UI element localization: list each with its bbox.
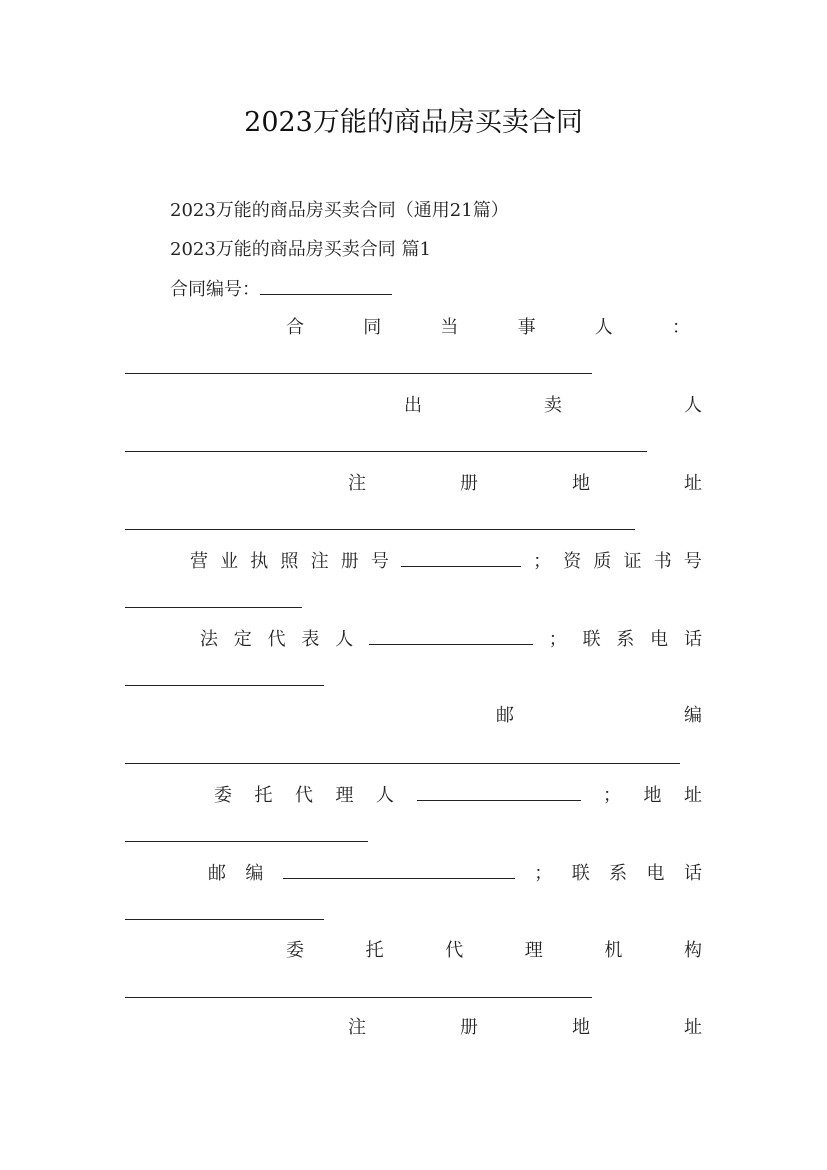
blank-line (125, 763, 680, 764)
char: 当 (440, 317, 459, 338)
char: 执 (250, 551, 269, 572)
char: 册 (460, 473, 478, 494)
char: 联 (582, 629, 601, 650)
license-row (190, 549, 702, 574)
char: 证 (623, 551, 642, 572)
char: 地 (643, 785, 662, 806)
char: 质 (593, 551, 612, 572)
agent-postcode-row (208, 861, 702, 886)
seller-label (404, 394, 702, 418)
char: 构 (683, 940, 702, 961)
document-title: 2023万能的商品房买卖合同 (244, 107, 583, 138)
char: 理 (524, 940, 543, 961)
contract-number-row (170, 277, 392, 302)
char: ： (671, 317, 690, 338)
char: ； (603, 785, 621, 806)
char: 号 (683, 551, 702, 572)
char: 表 (301, 629, 320, 650)
char: 址 (684, 1017, 702, 1038)
char: 号 (370, 551, 389, 572)
blank-line (125, 529, 635, 530)
char: 照 (280, 551, 299, 572)
blank-line (125, 919, 324, 920)
char: 机 (604, 940, 623, 961)
agency-registered-address-label (348, 1016, 702, 1040)
agent-blank (417, 783, 581, 801)
char: 卖 (544, 395, 562, 416)
blank-line (125, 685, 324, 686)
char: 邮 (208, 863, 226, 884)
char: 人 (376, 785, 394, 806)
char: 人 (335, 629, 354, 650)
char: 托 (365, 940, 384, 961)
char: 代 (445, 940, 464, 961)
char: 系 (609, 863, 628, 884)
char: 出 (404, 395, 422, 416)
char: 代 (267, 629, 286, 650)
char: 联 (571, 863, 590, 884)
char: 系 (616, 629, 635, 650)
char: 址 (684, 473, 702, 494)
contract-number-blank (260, 277, 392, 295)
char: 营 (190, 551, 208, 572)
agent-row (214, 783, 702, 808)
char: 托 (254, 785, 273, 806)
char: 合 (286, 317, 304, 338)
blank-line (125, 373, 592, 374)
blank-line (125, 997, 592, 998)
legal-representative-row (200, 627, 702, 652)
blank-line (125, 451, 647, 452)
postcode-label (496, 704, 702, 728)
contract-number-label: 合同编号： (170, 279, 260, 300)
char: ； (548, 629, 567, 650)
registered-address-label (348, 472, 702, 496)
intro-line-1: 2023万能的商品房买卖合同（通用21篇） (170, 200, 509, 221)
agency-label (286, 939, 702, 963)
blank-line (125, 841, 368, 842)
intro-line-2: 2023万能的商品房买卖合同 篇1 (170, 239, 431, 260)
char: 业 (220, 551, 239, 572)
char: 话 (683, 629, 702, 650)
char: 代 (295, 785, 313, 806)
blank-line (125, 607, 302, 608)
char: 地 (572, 1017, 590, 1038)
char: 注 (310, 551, 329, 572)
char: 理 (335, 785, 354, 806)
char: 邮 (496, 705, 514, 726)
char: 委 (214, 785, 232, 806)
char: 电 (646, 863, 665, 884)
parties-heading (286, 316, 690, 340)
char: 册 (340, 551, 359, 572)
char: 同 (363, 317, 382, 338)
char: 资 (563, 551, 582, 572)
char: ； (533, 551, 552, 572)
postcode-blank (283, 861, 515, 879)
char: 定 (233, 629, 252, 650)
char: 话 (683, 863, 702, 884)
char: 注 (348, 1017, 366, 1038)
char: 址 (684, 785, 702, 806)
char: 地 (572, 473, 590, 494)
char: ； (534, 863, 553, 884)
char: 电 (650, 629, 669, 650)
char: 编 (684, 705, 702, 726)
char: 编 (245, 863, 264, 884)
char: 人 (594, 317, 613, 338)
legal-representative-blank (369, 627, 533, 645)
char: 册 (460, 1017, 478, 1038)
char: 委 (286, 940, 304, 961)
license-number-blank (401, 549, 521, 567)
char: 事 (517, 317, 536, 338)
char: 注 (348, 473, 366, 494)
char: 人 (684, 395, 702, 416)
char: 书 (653, 551, 672, 572)
char: 法 (200, 629, 218, 650)
